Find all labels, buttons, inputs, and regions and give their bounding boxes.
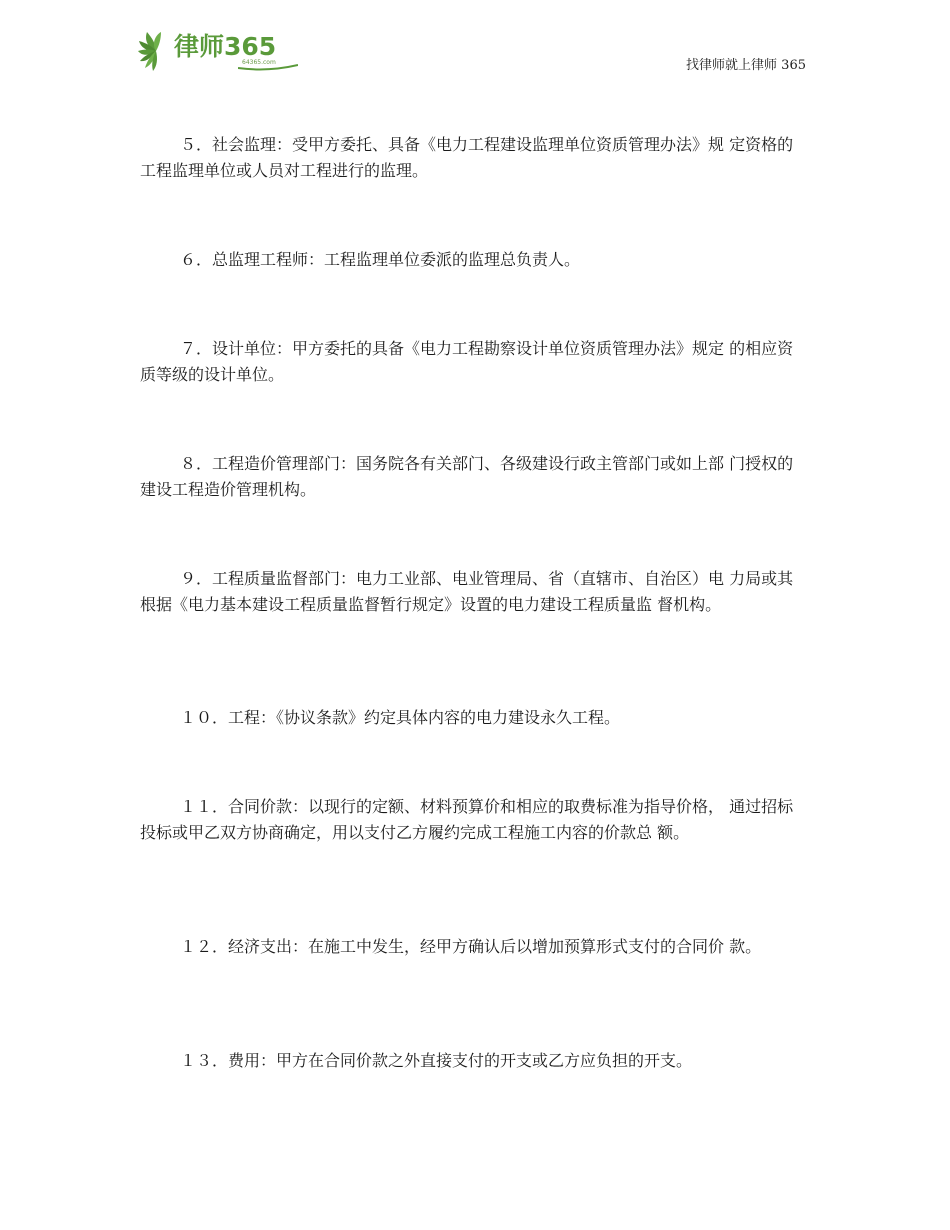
paragraph-item-6: ６．总监理工程师：工程监理单位委派的监理总负责人。: [180, 250, 581, 269]
leaf-logo-icon: [138, 30, 174, 72]
header-tagline: 找律师就上律师 365: [686, 58, 806, 73]
logo-text: 律师365: [174, 32, 277, 61]
paragraph-item-5: ５．社会监理：受甲方委托、具备《电力工程建设监理单位资质管理办法》规 定资格的工程监理单位或人员对工程进行的监理。: [140, 135, 794, 180]
paragraph-item-8: ８．工程造价管理部门：国务院各有关部门、各级建设行政主管部门或如上部 门授权的建设工程造价管理机构。: [140, 454, 794, 499]
lawyer365-logo[interactable]: [138, 30, 300, 72]
paragraph-item-9: ９．工程质量监督部门：电力工业部、电业管理局、省（直辖市、自治区）电 力局或其根据《电力基本建设工程质量监督暂行规定》设置的电力建设工程质量监 督机构。: [140, 569, 794, 614]
paragraph-item-10: １０．工程：《协议条款》约定具体内容的电力建设永久工程。: [180, 708, 621, 727]
paragraph-item-12: １２．经济支出：在施工中发生，经甲方确认后以增加预算形式支付的合同价 款。: [180, 937, 762, 956]
paragraph-item-7: ７．设计单位：甲方委托的具备《电力工程勘察设计单位资质管理办法》规定 的相应资质等级的设计单位。: [140, 339, 794, 384]
logo-domain: 64365.com: [242, 59, 276, 66]
paragraph-item-11: １１．合同价款：以现行的定额、材料预算价和相应的取费标准为指导价格， 通过招标投标或甲乙双方协商确定，用以支付乙方履约完成工程施工内容的价款总 额。: [140, 797, 794, 842]
paragraph-item-13: １３．费用：甲方在合同价款之外直接支付的开支或乙方应负担的开支。: [180, 1051, 693, 1070]
page-header: [0, 0, 950, 80]
